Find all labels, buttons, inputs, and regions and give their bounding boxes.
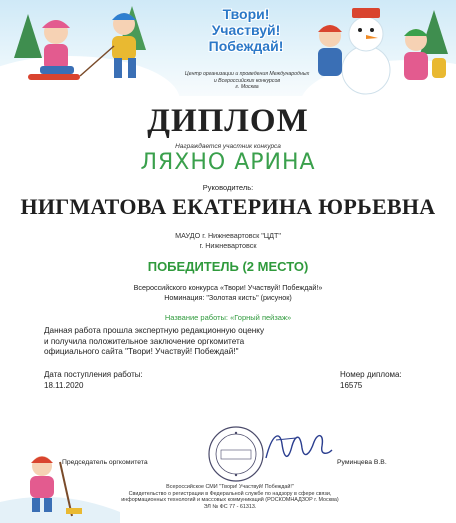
diploma-title: ДИПЛОМ	[147, 103, 309, 139]
organizer-caption	[163, 71, 331, 91]
header-illustration	[0, 0, 456, 96]
slogan-line: Твори!	[222, 6, 270, 22]
institution	[0, 231, 456, 251]
institution-line: МАУДО г. Нижневартовск "ЦДТ"	[175, 231, 281, 240]
nomination-line: Номинация: "Золотая кисть" (рисунок)	[164, 293, 292, 302]
awarded-line: Награждается участник конкурса	[175, 143, 281, 150]
expert-line: и получила положительное заключение оргкомитета	[44, 336, 245, 346]
diploma-number-value: 16575	[340, 381, 363, 390]
supervisor-label: Руководитель:	[202, 183, 254, 192]
contest-info	[0, 283, 456, 303]
chair-label: Председатель оргкомитета	[62, 459, 148, 466]
footer-line: информационных технологий и массовых коммуникаций (РОСКОМНАДЗОР г. Москва)	[121, 497, 339, 504]
expert-line: Данная работа прошла экспертную редакционную оценку	[44, 326, 265, 335]
date-label: Дата поступления работы:	[44, 370, 143, 379]
place-award: ПОБЕДИТЕЛЬ (2 МЕСТО)	[147, 259, 309, 274]
organizer-line: г. Москва	[235, 84, 259, 90]
slogan-line: Побеждай!	[208, 38, 284, 54]
expert-review-text	[44, 326, 344, 358]
expert-line: официального сайта "Твори! Участвуй! Побеждай!"	[44, 347, 239, 356]
date-value: 18.11.2020	[44, 381, 84, 390]
diploma-number-label: Номер диплома:	[340, 370, 402, 379]
organizer-line: и Всероссийских конкурсов	[213, 77, 281, 84]
winner-name: ЛЯХНО АРИНА	[140, 150, 316, 175]
organizer-line: Центр организации и проведения Международных	[184, 71, 310, 77]
contest-slogan	[186, 6, 306, 54]
registration-footer	[90, 484, 370, 510]
footer-line: Всероссийское СМИ "Твори! Участвуй! Побеждай!"	[166, 484, 294, 490]
institution-line: г. Нижневартовск	[199, 241, 257, 250]
supervisor-name: НИГМАТОВА ЕКАТЕРИНА ЮРЬЕВНА	[20, 194, 436, 219]
footer-line: ЭЛ № ФС 77 - 61313.	[203, 503, 257, 510]
snowman-kids-illustration	[312, 0, 456, 96]
slogan-line: Участвуй!	[211, 22, 281, 38]
sled-kids-illustration	[20, 6, 160, 90]
chair-name: Руминцева В.В.	[337, 459, 387, 466]
signature	[262, 424, 334, 468]
work-title: Название работы: «Горный пейзаж»	[164, 313, 292, 322]
official-stamp	[207, 425, 265, 483]
footer-line: Свидетельство о регистрации в Федеральной службе по надзору в сфере связи,	[128, 490, 332, 497]
contest-line: Всероссийского конкурса «Твори! Участвуй! Побеждай!»	[133, 283, 323, 292]
